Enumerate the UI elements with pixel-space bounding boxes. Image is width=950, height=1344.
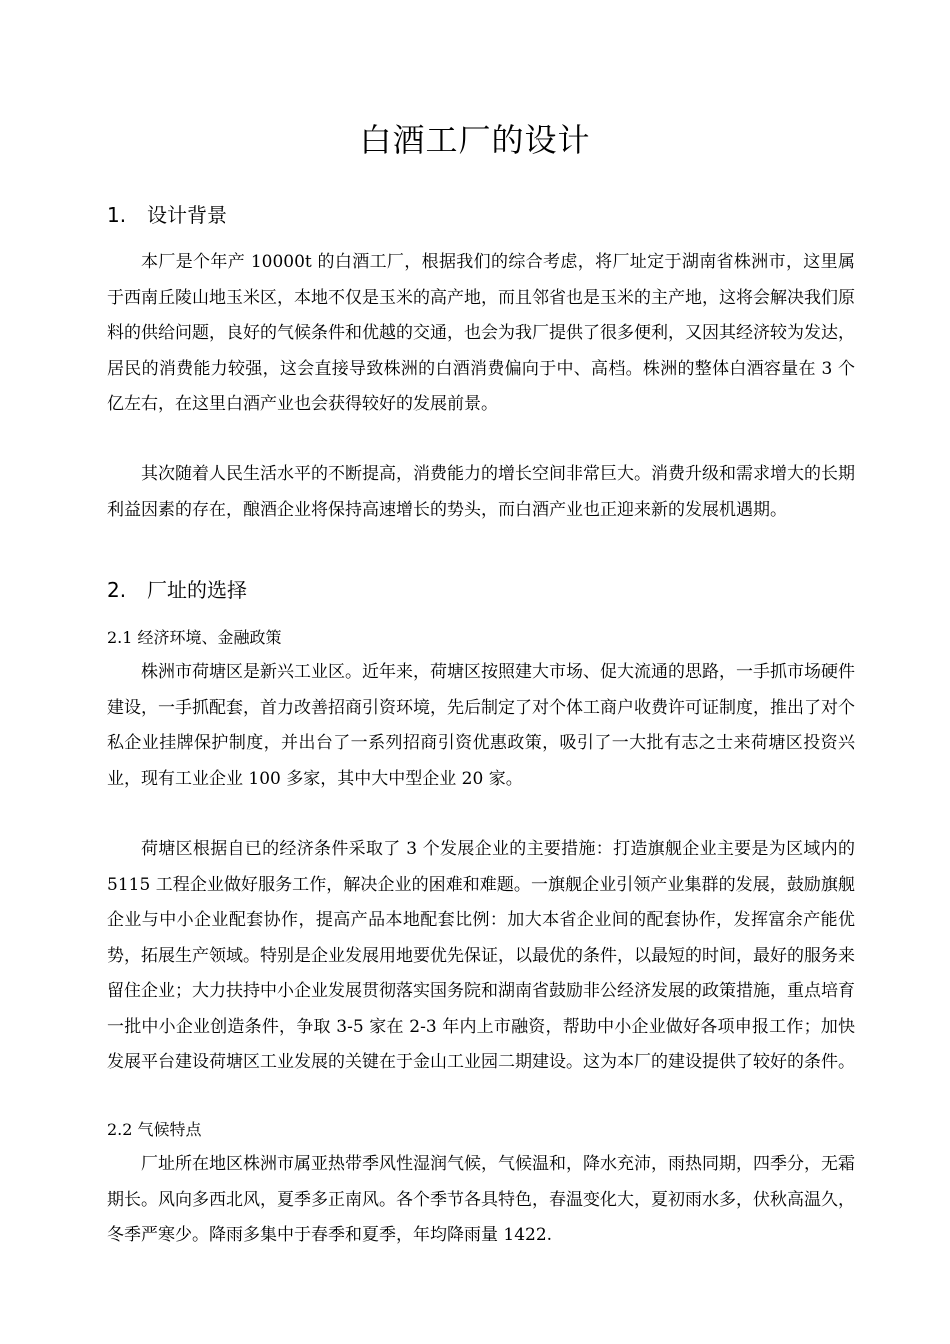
section-heading-design-background [107, 200, 227, 230]
paragraph-climate-1: 厂址所在地区株洲市属亚热带季风性湿润气候，气候温和，降水充沛，雨热同期，四季分，无霜期长。风向多西北风，夏季多正南风。各个季节各具特色，春温变化大，夏初雨水多，伏秋高温久，冬季严寒少。降雨多集中于春季和夏季，年均降雨量 1422. [107, 1154, 855, 1245]
paragraph-economy-2: 荷塘区根据自已的经济条件采取了 3 个发展企业的主要措施：打造旗舰企业主要是为区域内的 5115 工程企业做好服务工作，解决企业的困难和难题。一旗舰企业引领产业集群的发展，鼓励旗舰企业与中小企业配套协作，提高产品本地配套比例：加大本省企业间的配套协作，发挥富余产能优势，拓展生产领域。特别是企业发展用地要优先保证，以最优的条件，以最短的时间，最好的服务来留住企业；大力扶持中小企业发展贯彻落实国务院和湖南省鼓励非公经济发展的政策措施，重点培育一批中小企业创造条件，争取 3-5 家在 2-3 年内上市融资，帮助中小企业做好各项申报工作；加快发展平台建设荷塘区工业发展的关键在于金山工业园二期建设。这为本厂的建设提供了较好的条件。 [107, 839, 855, 1072]
subsection-heading-climate: 2.2 气候特点 [107, 1120, 202, 1139]
subsection-heading-economy: 2.1 经济环境、金融政策 [107, 628, 282, 647]
paragraph-background-1: 本厂是个年产 10000t 的白酒工厂，根据我们的综合考虑，将厂址定于湖南省株洲市，这里属于西南丘陵山地玉米区，本地不仅是玉米的高产地，而且邻省也是玉米的主产地，这将会解决我们原料的供给问题，良好的气候条件和优越的交通，也会为我厂提供了很多便利，又因其经济较为发达，居民的消费能力较强，这会直接导致株洲的白酒消费偏向于中、高档。株洲的整体白酒容量在 3 个亿左右，在这里白酒产业也会获得较好的发展前景。 [107, 252, 855, 414]
section-number: 2. [107, 578, 127, 602]
section-heading-text: 厂址的选择 [147, 578, 247, 602]
paragraph-background-2: 其次随着人民生活水平的不断提高，消费能力的增长空间非常巨大。消费升级和需求增大的长期利益因素的存在，酿酒企业将保持高速增长的势头，而白酒产业也正迎来新的发展机遇期。 [107, 464, 855, 520]
section-number: 1. [107, 203, 127, 227]
paragraph-economy-1: 株洲市荷塘区是新兴工业区。近年来，荷塘区按照建大市场、促大流通的思路，一手抓市场硬件建设，一手抓配套，首力改善招商引资环境，先后制定了对个体工商户收费许可证制度，推出了对个私企业挂牌保护制度，并出台了一系列招商引资优惠政策，吸引了一大批有志之士来荷塘区投资兴业，现有工业企业 100 多家，其中大中型企业 20 家。 [107, 662, 855, 789]
section-heading-site-selection [107, 575, 247, 605]
document-title: 白酒工厂的设计 [359, 121, 591, 159]
section-heading-text: 设计背景 [147, 203, 227, 227]
